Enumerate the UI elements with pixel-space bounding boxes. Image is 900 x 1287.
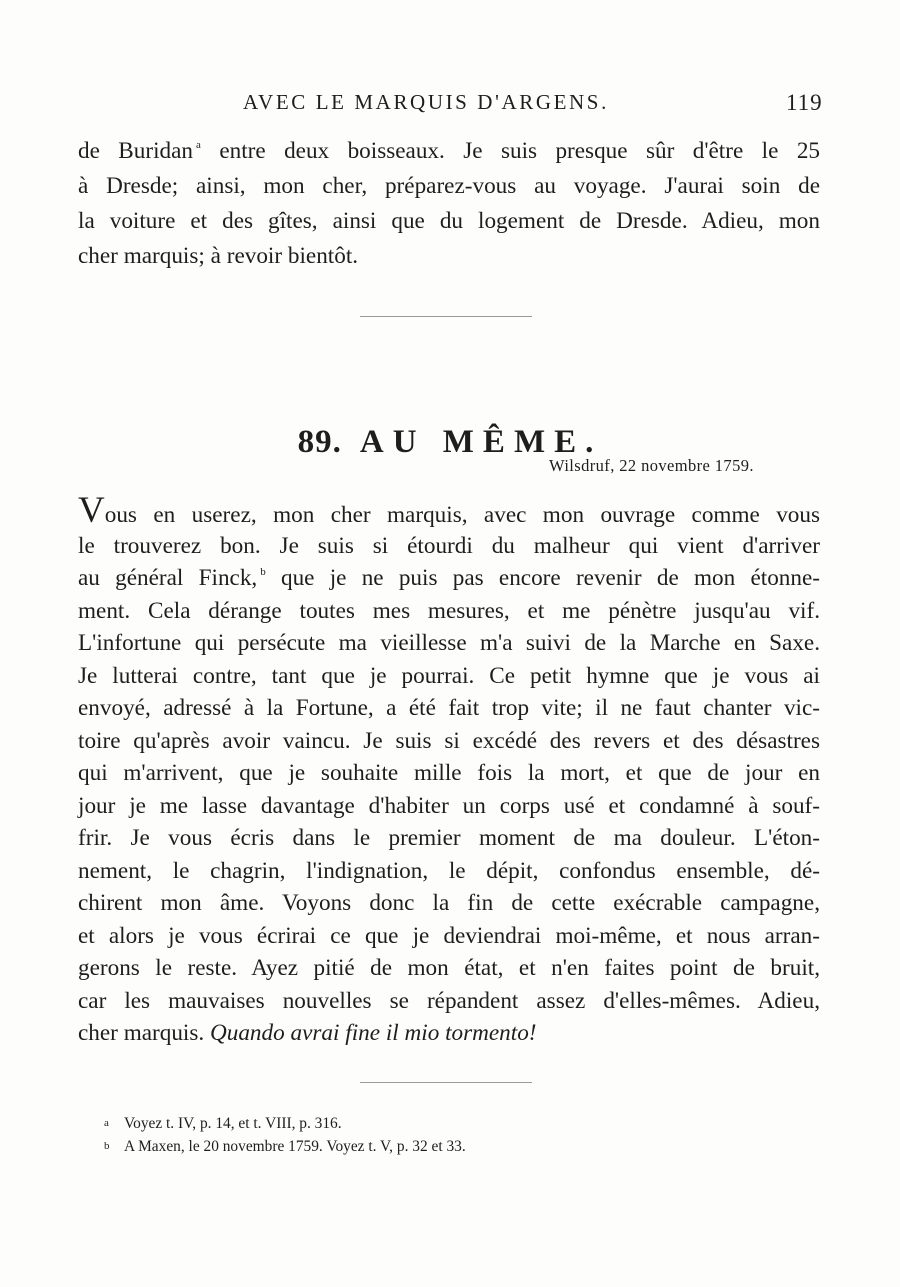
footnote-text: Voyez t. IV, p. 14, et t. VIII, p. 316.: [124, 1115, 342, 1132]
letter-heading: [0, 422, 900, 462]
text-line: cher marquis; à revoir bientôt.: [78, 243, 359, 269]
text-line: jour je me lasse davantage d'habiter un corps usé et condamné à souf-: [78, 792, 820, 819]
section-divider: [360, 316, 532, 317]
text-line: car les mauvaises nouvelles se répandent assez d'elles-mêmes. Adieu,: [78, 987, 820, 1014]
text-line: envoyé, adressé à la Fortune, a été fait trop vite; il ne faut chanter vic-: [78, 695, 820, 721]
line-text: entre deux boisseaux. Je suis presque sûr d'être le 25: [200, 138, 821, 164]
letter-title: AU MÊME.: [359, 424, 603, 461]
section-divider: [360, 1082, 532, 1083]
text-line: ment. Cela dérange toutes mes mesures, et me pénètre jusqu'au vif.: [78, 597, 820, 624]
running-title: AVEC LE MARQUIS D'ARGENS.: [243, 90, 609, 114]
footnotes: [104, 1112, 466, 1158]
drop-cap: V: [78, 490, 105, 531]
line-text: ous en userez, mon cher marquis, avec mon ouvrage comme vous: [104, 502, 820, 528]
text-line: Je lutterai contre, tant que je pourrai. Ce petit hymne que je vous ai: [78, 662, 820, 689]
footnote-mark: b: [104, 1140, 110, 1152]
text-line: [78, 1017, 820, 1050]
line-text: que je ne puis pas encore revenir de mon étonne-: [265, 565, 820, 591]
footnote: [104, 1112, 466, 1135]
text-line: chirent mon âme. Voyons donc la fin de cette exécrable campagne,: [78, 890, 820, 916]
line-text: au général Finck,: [78, 565, 258, 591]
text-line: [78, 490, 820, 531]
text-line: toire qu'après avoir vaincu. Je suis si excédé des revers et des désastres: [78, 727, 820, 754]
footnote-mark: a: [104, 1117, 109, 1129]
text-line: L'infortune qui persécute ma vieillesse m'a suivi de la Marche en Saxe.: [78, 630, 820, 656]
text-line: qui m'arrivent, que je souhaite mille fois la mort, et que de jour en: [78, 760, 820, 786]
text-line: frir. Je vous écris dans le premier moment de ma douleur. L'éton-: [78, 825, 820, 851]
footnote: [104, 1135, 466, 1158]
page-number: 119: [786, 90, 823, 115]
previous-letter-ending: [78, 134, 820, 274]
letter-body: [78, 490, 820, 1050]
text-line: nement, le chagrin, l'indignation, le dépit, confondus ensemble, dé-: [78, 857, 820, 884]
footnote-text: A Maxen, le 20 novembre 1759. Voyez t. V, p. 32 et 33.: [124, 1138, 466, 1155]
text-line: le trouverez bon. Je suis si étourdi du malheur qui vient d'arriver: [78, 532, 820, 559]
text-line: à Dresde; ainsi, mon cher, préparez-vous au voyage. J'aurai soin de: [78, 173, 820, 199]
letter-number: 89.: [297, 424, 342, 461]
dateline: Wilsdruf, 22 novembre 1759.: [549, 456, 754, 475]
footnote-ref-a: a: [196, 139, 201, 151]
footnote-ref-b: b: [260, 566, 266, 578]
line-text: cher marquis.: [78, 1020, 210, 1046]
text-line: et alors je vous écrirai ce que je deviendrai moi-même, et nous arran-: [78, 922, 820, 949]
line-text: de Buridan: [78, 138, 194, 164]
text-line: gerons le reste. Ayez pitié de mon état, et n'en faites point de bruit,: [78, 955, 820, 981]
running-head: [0, 88, 900, 120]
italic-closing: Quando avrai fine il mio tormento!: [210, 1020, 537, 1046]
text-line: [78, 562, 820, 595]
text-line: [78, 134, 820, 169]
text-line: la voiture et des gîtes, ainsi que du logement de Dresde. Adieu, mon: [78, 208, 820, 234]
